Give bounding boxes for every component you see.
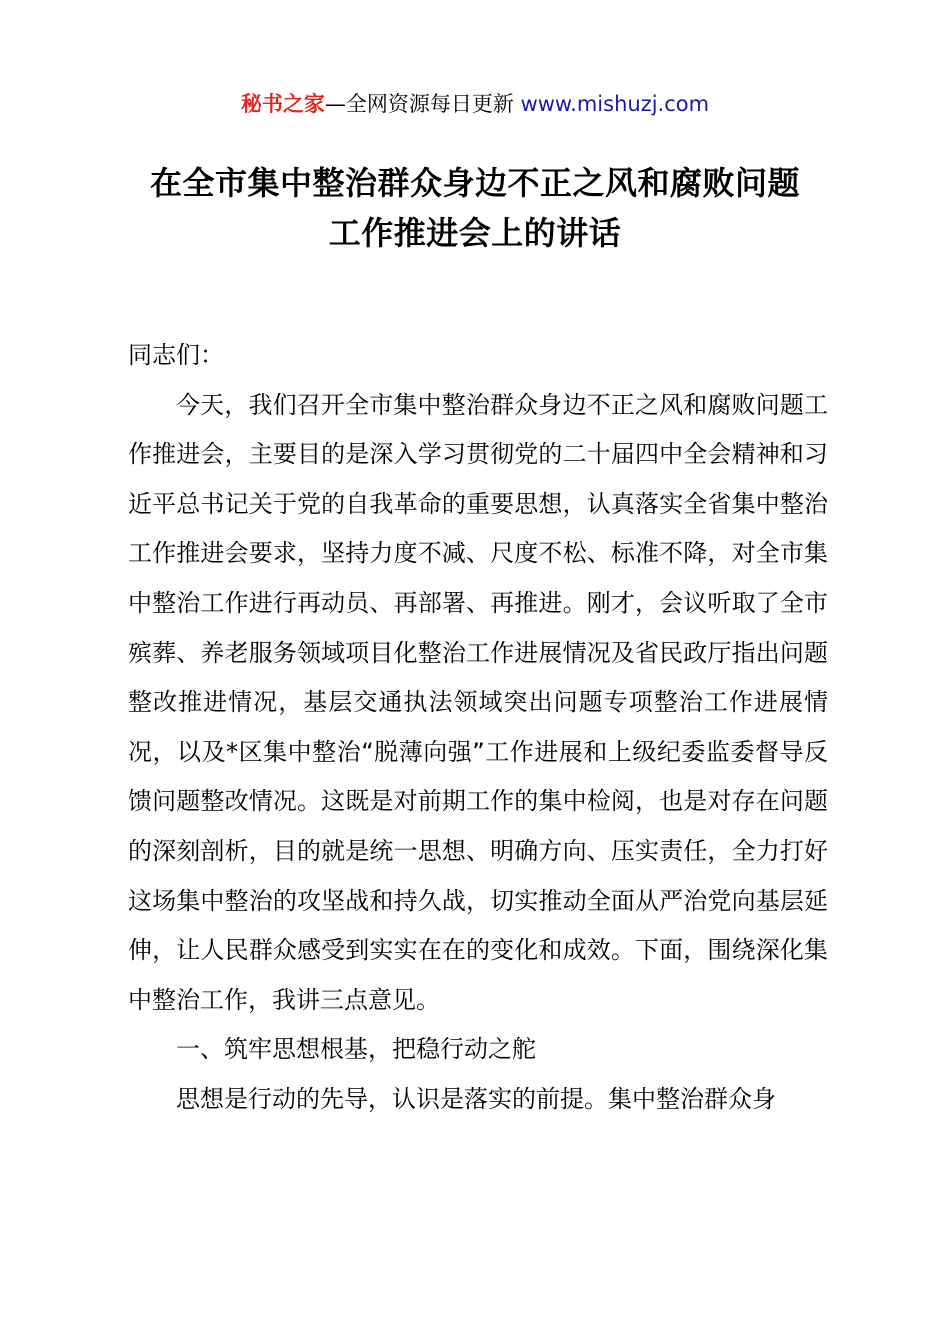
site-url-link[interactable]: www.mishuzj.com (520, 92, 710, 116)
title-line-2: 工作推进会上的讲话 (328, 214, 622, 252)
section-heading-1: 一、筑牢思想根基，把稳行动之舵 (176, 1035, 536, 1064)
site-brand: 秘书之家 (240, 92, 325, 116)
document-title (80, 158, 870, 258)
site-tagline: —全网资源每日更新 (324, 92, 521, 116)
paragraph-section-1: 思想是行动的先导，认识是落实的前提。集中整治群众身 (176, 1084, 776, 1113)
document-body (128, 331, 828, 1125)
site-header (0, 86, 950, 122)
salutation: 同志们： (128, 341, 224, 369)
title-line-1: 在全市集中整治群众身边不正之风和腐败问题 (149, 164, 800, 202)
paragraph-intro: 今天，我们召开全市集中整治群众身边不正之风和腐败问题工作推进会，主要目的是深入学习贯彻党的二十届四中全会精神和习近平总书记关于党的自我革命的重要思想，认真落实全省集中整治工作推进会要求，坚持力度不减、尺度不松、标准不降，对全市集中整治工作进行再动员、再部署、再推进。刚才，会议听取了全市殡葬、养老服务领域项目化整治工作进展情况及省民政厅指出问题整改推进情况，基层交通执法领域突出问题专项整治工作进展情况，以及*区集中整治“脱薄向强”工作进展和上级纪委监委督导反馈问题整改情况。这既是对前期工作的集中检阅，也是对存在问题的深刻剖析，目的就是统一思想、明确方向、压实责任，全力打好这场集中整治的攻坚战和持久战，切实推动全面从严治党向基层延伸，让人民群众感受到实实在在的变化和成效。下面，围绕深化集中整治工作，我讲三点意见。 (128, 390, 828, 1014)
